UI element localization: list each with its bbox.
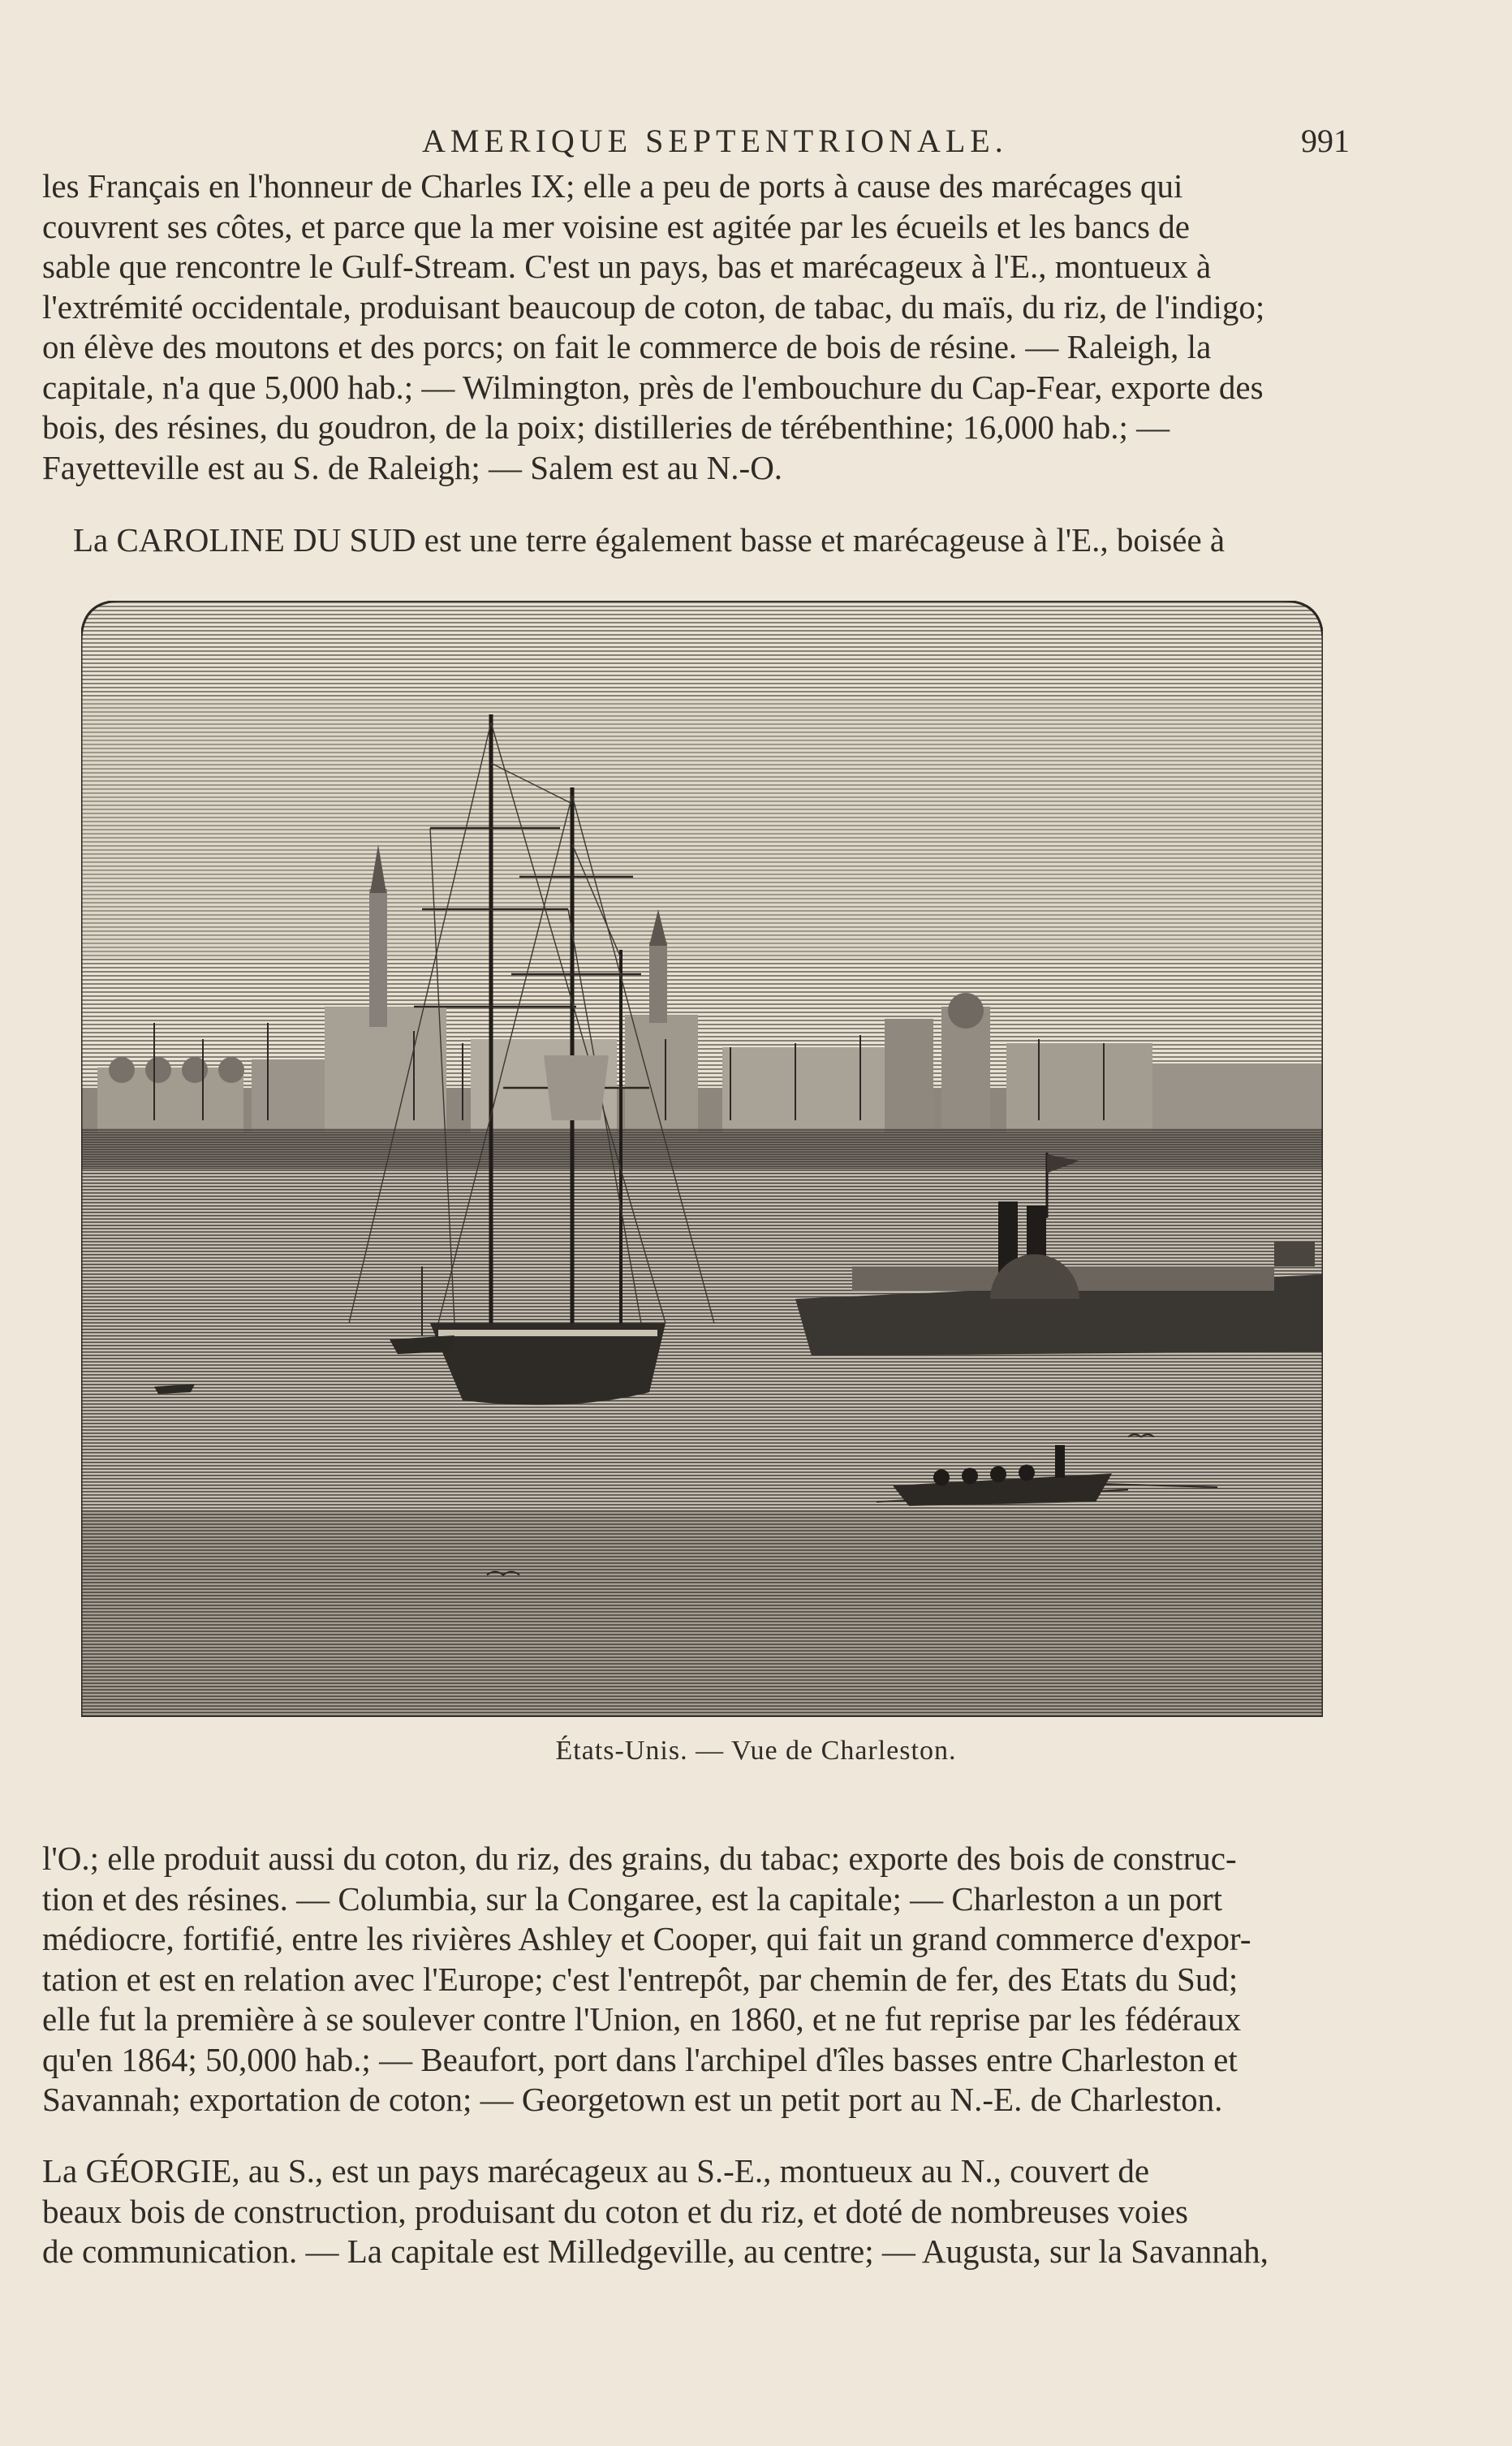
paragraph-north-carolina: [42, 166, 1357, 488]
running-head: [0, 122, 1512, 170]
engraving-charleston: [81, 601, 1323, 1717]
page-number: 991: [1301, 123, 1350, 159]
paragraph-georgia: [42, 2151, 1357, 2272]
text-line: l'extrémité occidentale, produisant beaucoup de coton, de tabac, du maïs, du riz, de l'indigo;: [42, 287, 1265, 326]
text-line: bois, des résines, du goudron, de la poix; distilleries de térébenthine; 16,000 hab.; —: [42, 408, 1170, 446]
figure-caption: États-Unis. — Vue de Charleston.: [555, 1736, 957, 1766]
text-line: Fayetteville est au S. de Raleigh; — Salem est au N.-O.: [42, 448, 783, 486]
text-line: Savannah; exportation de coton; — Georgetown est un petit port au N.-E. de Charleston.: [42, 2081, 1223, 2118]
text-line: les Français en l'honneur de Charles IX; elle a peu de ports à cause des marécages qui: [42, 167, 1183, 205]
text-line: elle fut la première à se soulever contre l'Union, en 1860, et ne fut reprise par les fédéraux: [42, 2000, 1242, 2038]
harbor-engraving-illustration: [81, 601, 1323, 1717]
text-line: on élève des moutons et des porcs; on fait le commerce de bois de résine. — Raleigh, la: [42, 328, 1212, 365]
text-line: capitale, n'a que 5,000 hab.; — Wilmington, près de l'embouchure du Cap-Fear, exporte des: [42, 368, 1264, 406]
text-line: l'O.; elle produit aussi du coton, du riz, des grains, du tabac; exporte des bois de construc-: [42, 1840, 1237, 1877]
text-line: qu'en 1864; 50,000 hab.; — Beaufort, port dans l'archipel d'îles basses entre Charleston et: [42, 2040, 1238, 2078]
text-line: de communication. — La capitale est Milledgeville, au centre; — Augusta, sur la Savannah,: [42, 2232, 1269, 2270]
running-title: AMERIQUE SEPTENTRIONALE.: [422, 123, 1008, 159]
text-line: médiocre, fortifié, entre les rivières Ashley et Cooper, qui fait un grand commerce d'expor-: [42, 1920, 1251, 1957]
paragraph-south-carolina-start: La CAROLINE DU SUD est une terre également basse et marécageuse à l'E., boisée à: [73, 521, 1226, 559]
text-line: tation et est en relation avec l'Europe; c'est l'entrepôt, par chemin de fer, des Etats du Sud;: [42, 1960, 1238, 1998]
text-line: couvrent ses côtes, et parce que la mer voisine est agitée par les écueils et les bancs de: [42, 207, 1190, 245]
text-line: sable que rencontre le Gulf-Stream. C'est un pays, bas et marécageux à l'E., montueux à: [42, 248, 1212, 285]
paragraph-south-carolina-cont: [42, 1839, 1357, 2120]
text-line: La GÉORGIE, au S., est un pays marécageux au S.-E., montueux au N., couvert de: [42, 2152, 1150, 2189]
text-line: tion et des résines. — Columbia, sur la Congaree, est la capitale; — Charleston a un port: [42, 1879, 1222, 1918]
text-line: beaux bois de construction, produisant du coton et du riz, et doté de nombreuses voies: [42, 2192, 1188, 2230]
